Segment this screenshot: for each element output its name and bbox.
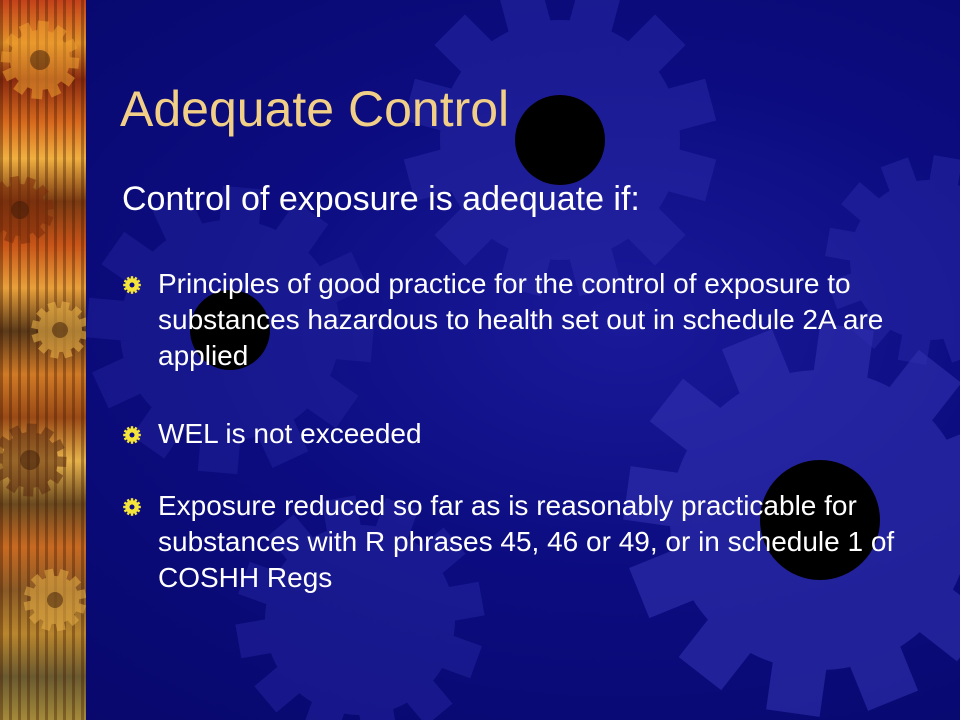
decorative-gear-strip [0, 0, 86, 720]
slide-subtitle: Control of exposure is adequate if: [122, 180, 640, 218]
gear-strip-icon [0, 0, 86, 720]
bullet-text: Principles of good practice for the control of exposure to substances hazardous to health set out in schedule 2A are applied [158, 268, 884, 371]
bullet-text: Exposure reduced so far as is reasonably practicable for substances with R phrases 45, 46 or 49, or in schedule 1 of COSHH Regs [158, 490, 895, 593]
gear-bullet-icon [122, 425, 142, 445]
gear-bullet-icon [122, 275, 142, 295]
bullet-text: WEL is not exceeded [158, 418, 422, 449]
slide-title: Adequate Control [120, 81, 510, 137]
gear-bullet-icon [122, 497, 142, 517]
